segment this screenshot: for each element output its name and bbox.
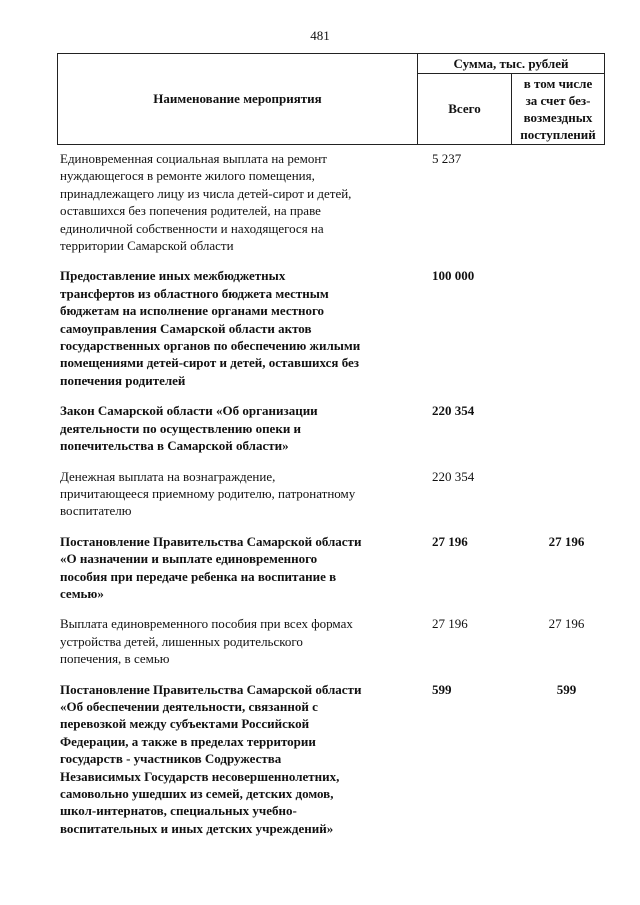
row-total: 27 196: [432, 533, 468, 549]
header-name-column: Наименование мероприятия: [58, 54, 418, 144]
table-row: [60, 267, 608, 389]
row-including: [515, 468, 608, 520]
row-including: 599: [556, 681, 577, 697]
row-total: 220 354: [432, 468, 475, 484]
row-name: Постановление Правительства Самарской области «Об обеспечении деятельности, связанной с перевозкой между субъектами Российской Федерации, а также в пределах территории государств - участников Содружества Независимых Государств несовершеннолетних, самовольно ушедших из семей, детских домов, школ-интернатов, специальных учебно- воспитательных и иных детских учреждений»: [60, 681, 362, 836]
table-row: [60, 533, 608, 603]
table-row: [60, 150, 608, 254]
header-total-column: Всего: [418, 74, 512, 144]
row-total: 27 196: [432, 616, 468, 632]
table-row: [60, 681, 608, 838]
row-including: [515, 267, 608, 389]
row-including: 27 196: [548, 616, 585, 632]
header-sum-column: Сумма, тыс. рублей: [418, 54, 604, 74]
row-name: Денежная выплата на вознаграждение, причитающееся приемному родителю, патронатному воспитателю: [60, 468, 356, 519]
row-name: Предоставление иных межбюджетных трансфертов из областного бюджета местным бюджетам на исполнение органами местного самоуправления Самарской области актов государственных органов по обеспечению жилыми помещениями детей-сирот и детей, оставшихся без попечения родителей: [60, 268, 361, 388]
header-including-column: в том числе за счет без- возмездных поступлений: [520, 76, 596, 142]
row-name: Закон Самарской области «Об организации деятельности по осуществлению опеки и попечительства в Самарской области»: [60, 403, 318, 454]
row-total: 220 354: [432, 403, 475, 419]
row-total: 100 000: [432, 268, 475, 284]
row-including: [515, 150, 608, 254]
table-row: [60, 468, 608, 520]
table-row: [60, 402, 608, 454]
row-including: [515, 402, 608, 454]
page-number: 481: [310, 28, 330, 43]
row-total: 599: [432, 681, 452, 697]
table-row: [60, 615, 608, 667]
row-name: Единовременная социальная выплата на ремонт нуждающегося в ремонте жилого помещения, принадлежащего лицу из числа детей-сирот и детей, оставшихся без попечения родителей, на праве единоличной собственности и находящегося на территории Самарской области: [60, 151, 352, 254]
row-total: 5 237: [432, 151, 462, 166]
row-name: Выплата единовременного пособия при всех формах устройства детей, лишенных родительского попечения, в семью: [60, 616, 353, 667]
table-body: [60, 150, 608, 850]
row-name: Постановление Правительства Самарской области «О назначении и выплате единовременного пособия при передаче ребенка на воспитание в семью»: [60, 533, 362, 601]
row-including: 27 196: [548, 533, 585, 549]
table-header: [57, 53, 605, 145]
